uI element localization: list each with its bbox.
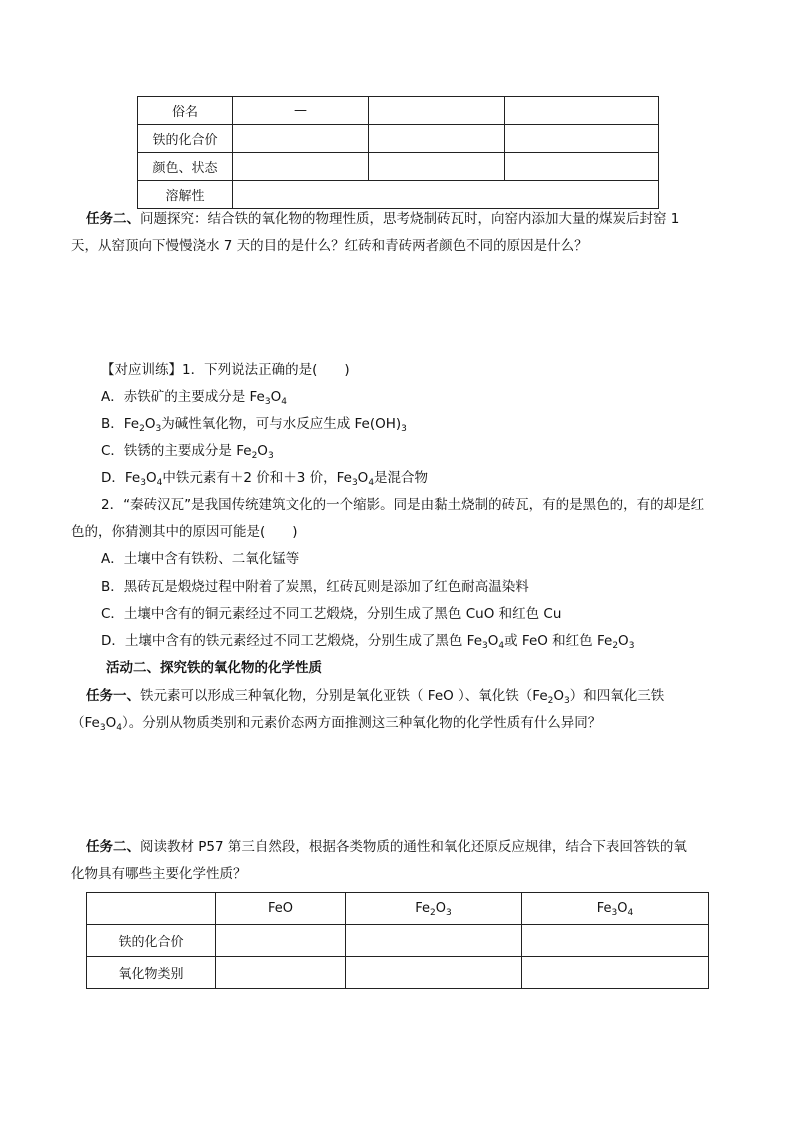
- activity2-task2-line1: 任务二、阅读教材 P57 第三自然段，根据各类物质的通性和氧化还原反应规律，结合下表回答铁的氧: [86, 839, 687, 855]
- row-label: 铁的化合价: [138, 125, 233, 153]
- table-cell: [216, 925, 346, 957]
- table-header-cell: $Fe_2O_3$: [346, 893, 522, 925]
- table-cell: [233, 125, 369, 153]
- q2-option-b: B．黑砖瓦是煅烧过程中附着了炭黑，红砖瓦则是添加了红色耐高温染料: [101, 579, 529, 595]
- table-cell: [505, 97, 659, 125]
- row-label: 铁的化合价: [87, 925, 216, 957]
- q1-stem: 【对应训练】1．下列说法正确的是( ): [101, 362, 350, 378]
- activity2-task2-line2: 化物具有哪些主要化学性质？: [71, 866, 247, 882]
- table-row: [138, 153, 659, 181]
- q1-option-b: B．$Fe_2O_3$为碱性氧化物，可与水反应生成 $Fe(OH)_3$: [101, 416, 407, 434]
- table-header-row: [87, 893, 709, 925]
- activity2-task1-line1: 任务一、铁元素可以形成三种氧化物，分别是氧化亚铁（ FeO ）、氧化铁$(Fe_2O_3)$和四氧化三铁: [86, 688, 665, 706]
- table-cell: [216, 957, 346, 989]
- q2-stem-line1: 2．“秦砖汉瓦”是我国传统建筑文化的一个缩影。同是由黏土烧制的砖瓦，有的是黑色的，有的却是红: [101, 497, 705, 513]
- q2-option-a: A．土壤中含有铁粉、二氧化锰等: [101, 551, 300, 567]
- row-label: 溶解性: [138, 181, 233, 209]
- q2-option-c: C．土壤中含有的铜元素经过不同工艺煅烧，分别生成了黑色 CuO 和红色 Cu: [101, 606, 562, 622]
- table-cell: [369, 125, 505, 153]
- table-cell: [369, 153, 505, 181]
- table-cell: [346, 957, 522, 989]
- table-row: [138, 97, 659, 125]
- table-cell: [522, 957, 709, 989]
- table-cell: [369, 97, 505, 125]
- table-cell: [522, 925, 709, 957]
- table-row: [87, 957, 709, 989]
- row-label: 氧化物类别: [87, 957, 216, 989]
- task-label: 任务二、: [86, 211, 140, 227]
- task2-line1: 任务二、问题探究：结合铁的氧化物的物理性质，思考烧制砖瓦时，向窑内添加大量的煤炭后封窑 1: [86, 211, 680, 227]
- table-cell: [505, 153, 659, 181]
- activity2-task1-line2: $(Fe_3O_4)$。分别从物质类别和元素价态两方面推测这三种氧化物的化学性质有什么异同？: [71, 715, 602, 733]
- table-cell: [233, 153, 369, 181]
- table-row: [87, 925, 709, 957]
- table-cell: [505, 125, 659, 153]
- q1-option-a: A．赤铁矿的主要成分是 $Fe_3O_4$: [101, 389, 287, 407]
- iron-oxide-chemical-properties-table: [86, 892, 709, 989]
- table-row: [138, 125, 659, 153]
- table-cell: [346, 925, 522, 957]
- table-cell-merged: [233, 181, 659, 209]
- table-header-cell: $Fe_3O_4$: [522, 893, 709, 925]
- q1-option-d: D．$Fe_3O_4$中铁元素有＋2 价和＋3 价，$Fe_3O_4$是混合物: [101, 470, 429, 488]
- q2-stem-line2: 色的，你猜测其中的原因可能是( ): [71, 524, 298, 540]
- q1-option-c: C．铁锈的主要成分是 $Fe_2O_3$: [101, 443, 274, 461]
- q2-option-d: D．土壤中含有的铁元素经过不同工艺煅烧，分别生成了黑色 $Fe_3O_4$或 FeO 和红色 $Fe_2O_3$: [101, 633, 635, 651]
- iron-oxide-physical-properties-table: [137, 96, 659, 209]
- row-label: 颜色、状态: [138, 153, 233, 181]
- row-label: 俗名: [138, 97, 233, 125]
- activity2-title: 活动二、探究铁的氧化物的化学性质: [106, 660, 322, 676]
- task2-line2: 天，从窑顶向下慢慢浇水 7 天的目的是什么？红砖和青砖两者颜色不同的原因是什么？: [71, 238, 588, 254]
- table-header-cell: FeO: [216, 893, 346, 925]
- table-row: [138, 181, 659, 209]
- table-header-cell: [87, 893, 216, 925]
- table-cell: —: [233, 97, 369, 125]
